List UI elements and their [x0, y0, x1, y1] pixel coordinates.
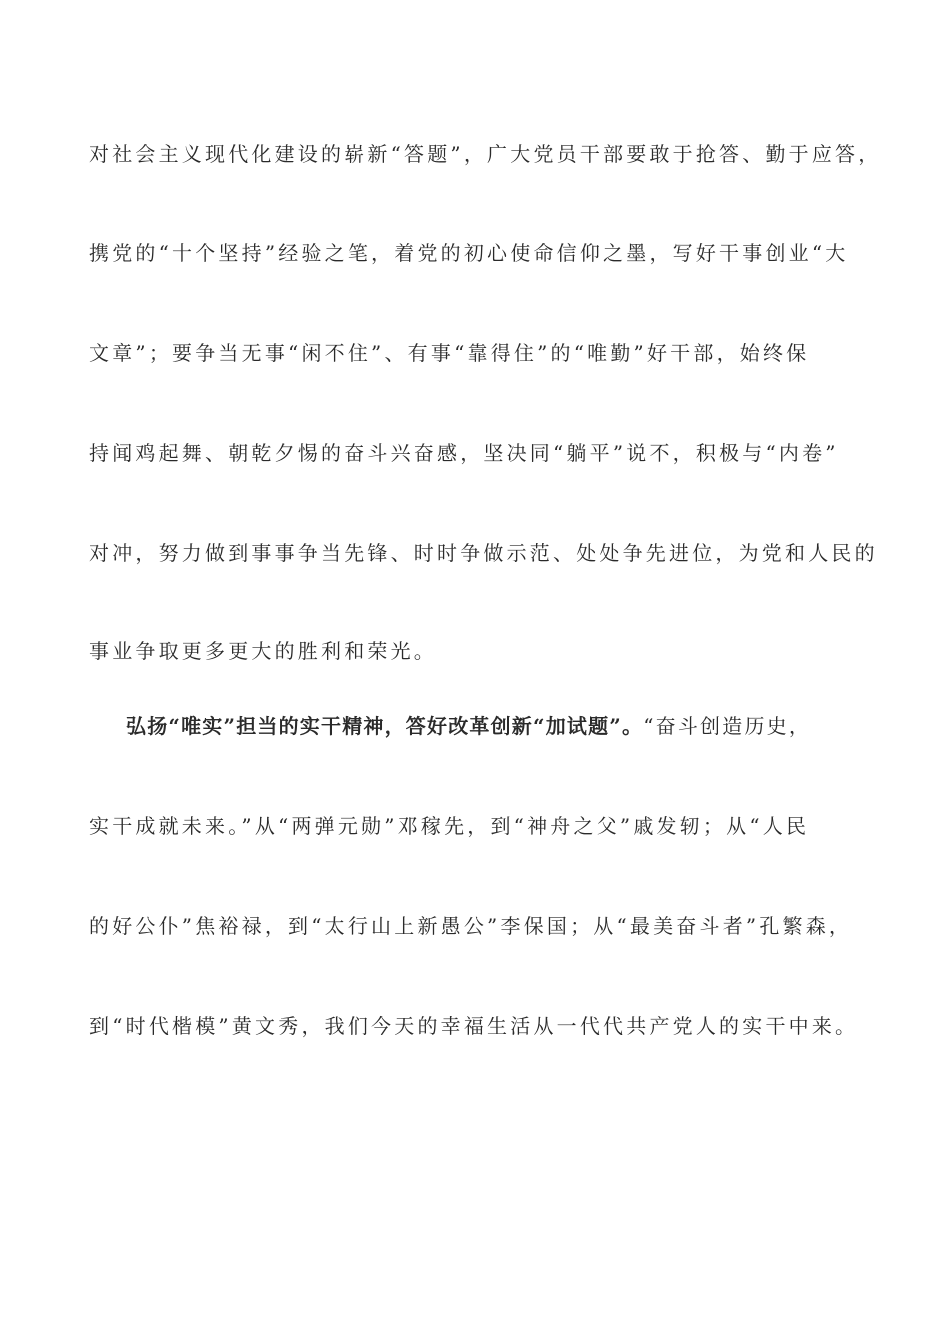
paragraph-2-first-line [126, 711, 880, 741]
paragraph-1-line-2: 携党的“十个坚持”经验之笔，着党的初心使命信仰之墨，写好干事创业“大 [89, 241, 849, 265]
paragraph-1-line-4: 持闻鸡起舞、朝乾夕惕的奋斗兴奋感，坚决同“躺平”说不，积极与“内卷” [89, 441, 839, 465]
paragraph-1-line-1: 对社会主义现代化建设的崭新“答题”，广大党员干部要敢于抢答、勤于应答， [89, 142, 882, 166]
paragraph-1-line-6: 事业争取更多更大的胜利和荣光。 [89, 639, 437, 663]
paragraph-2-line-2: 实干成就未来。”从“两弹元勋”邓稼先，到“神舟之父”戚发轫；从“人民 [89, 814, 810, 838]
paragraph-2-line-4: 到“时代楷模”黄文秀，我们今天的幸福生活从一代代共产党人的实干中来。 [89, 1014, 859, 1038]
paragraph-2-line-3: 的好公仆”焦裕禄，到“太行山上新愚公”李保国；从“最美奋斗者”孔繁森， [89, 914, 853, 938]
paragraph-2-lead-heading: 弘扬“唯实”担当的实干精神，答好改革创新“加试题”。 [126, 714, 644, 738]
paragraph-1-line-3: 文章”；要争当无事“闲不住”、有事“靠得住”的“唯勤”好干部，始终保 [89, 341, 810, 365]
paragraph-1-line-5: 对冲，努力做到事事争当先锋、时时争做示范、处处争先进位，为党和人民的 [89, 541, 878, 565]
paragraph-2-first-line-rest: “奋斗创造历史， [643, 714, 812, 738]
